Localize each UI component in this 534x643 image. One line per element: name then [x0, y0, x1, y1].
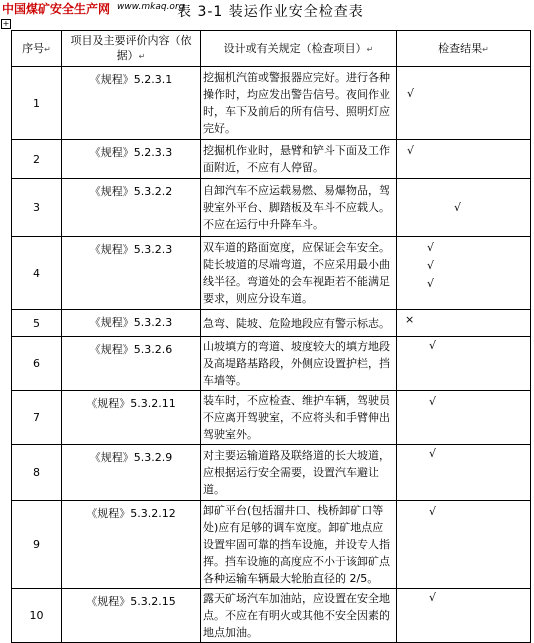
row-requirement: 山坡填方的弯道、坡度较大的填方地段及高堤路基路段，外侧应设置护栏，挡车墙等。 — [201, 337, 397, 391]
row-result — [397, 140, 531, 179]
table-row — [12, 391, 531, 445]
result-mark: √ — [429, 505, 437, 518]
result-mark: √ — [429, 447, 437, 460]
result-mark: √ — [407, 144, 415, 157]
row-index: 3 — [12, 179, 62, 237]
table-row — [12, 67, 531, 140]
row-requirement: 双车道的路面宽度，应保证会车安全。陡长坡道的尽端弯道，不应采用最小曲线半径。弯道处的会车视距若不能满足要求，则应分设车道。 — [201, 237, 397, 310]
row-reference: 《规程》5.3.2.3 — [62, 310, 201, 337]
row-reference: 《规程》5.3.2.3 — [62, 237, 201, 310]
row-index: 10 — [12, 589, 62, 643]
row-result — [397, 179, 531, 237]
header-row — [12, 31, 531, 67]
row-reference: 《规程》5.3.2.6 — [62, 337, 201, 391]
result-mark: √ — [427, 259, 435, 272]
row-reference: 《规程》5.3.2.11 — [62, 391, 201, 445]
row-result — [397, 337, 531, 391]
row-reference: 《规程》5.2.3.1 — [62, 67, 201, 140]
result-mark: √ — [454, 201, 462, 214]
table-row — [12, 237, 531, 310]
table-row — [12, 140, 531, 179]
row-result — [397, 391, 531, 445]
row-reference: 《规程》5.3.2.15 — [62, 589, 201, 643]
row-requirement: 自卸汽车不应运载易燃、易爆物品，驾驶室外平台、脚踏板及车斗不应载人。不应在运行中升降车斗。 — [201, 179, 397, 237]
row-requirement: 露天矿场汽车加油站，应设置在安全地点。不应在有明火或其他不安全因素的地点加油。 — [201, 589, 397, 643]
row-requirement: 挖掘机汽笛或警报器应完好。进行各种操作时，均应发出警告信号。夜间作业时，车下及前后的所有信号、照明灯应完好。 — [201, 67, 397, 140]
row-requirement: 急弯、陡坡、危险地段应有警示标志。 — [201, 310, 397, 337]
result-mark: √ — [429, 395, 437, 408]
table-row — [12, 337, 531, 391]
row-result — [397, 237, 531, 310]
row-index: 1 — [12, 67, 62, 140]
result-mark: √ — [427, 277, 435, 290]
row-requirement: 对主要运输道路及联络道的长大坡道，应根据运行安全需要，设置汽车避让道。 — [201, 445, 397, 501]
row-requirement: 挖掘机作业时，悬臂和铲斗下面及工作面附近，不应有人停留。 — [201, 140, 397, 179]
table-row — [12, 445, 531, 501]
result-mark: √ — [427, 241, 435, 254]
result-mark: √ — [429, 591, 437, 604]
header-reference: 项目及主要评价内容（依据）↵ — [62, 31, 201, 67]
row-result — [397, 67, 531, 140]
header-requirement: 设计或有关规定（检查项目）↵ — [201, 31, 397, 67]
row-reference: 《规程》5.2.3.3 — [62, 140, 201, 179]
watermark-url: www.mkaq.org — [117, 2, 185, 12]
row-index: 5 — [12, 310, 62, 337]
result-mark: × — [405, 313, 415, 326]
table-title: 表 3-1 装运作业安全检查表 — [177, 4, 364, 20]
result-mark: √ — [407, 87, 415, 100]
result-mark: √ — [429, 339, 437, 352]
header-result: 检查结果↵ — [397, 31, 531, 67]
table-row — [12, 310, 531, 337]
row-result — [397, 310, 531, 337]
row-result — [397, 445, 531, 501]
watermark-site-name: 中国煤矿安全生产网 — [2, 2, 111, 16]
row-reference: 《规程》5.3.2.9 — [62, 445, 201, 501]
table-move-handle-icon[interactable]: + — [2, 19, 10, 28]
row-index: 2 — [12, 140, 62, 179]
row-index: 8 — [12, 445, 62, 501]
row-requirement: 卸矿平台(包括溜井口、栈桥卸矿口等处)应有足够的调车宽度。卸矿地点应设置牢固可靠的挡车设施，并设专人指挥。挡车设施的高度应不小于该卸矿点各种运输车辆最大轮胎直径的 2/5。 — [201, 501, 397, 589]
row-requirement: 装车时，不应检查、维护车辆，驾驶员不应离开驾驶室，不应将头和手臂伸出驾驶室外。 — [201, 391, 397, 445]
row-index: 9 — [12, 501, 62, 589]
row-result — [397, 501, 531, 589]
row-index: 4 — [12, 237, 62, 310]
row-index: 7 — [12, 391, 62, 445]
row-index: 6 — [12, 337, 62, 391]
inspection-table — [11, 30, 531, 643]
table-row — [12, 501, 531, 589]
row-reference: 《规程》5.3.2.12 — [62, 501, 201, 589]
header-index: 序号↵ — [12, 31, 62, 67]
row-reference: 《规程》5.3.2.2 — [62, 179, 201, 237]
table-row — [12, 179, 531, 237]
